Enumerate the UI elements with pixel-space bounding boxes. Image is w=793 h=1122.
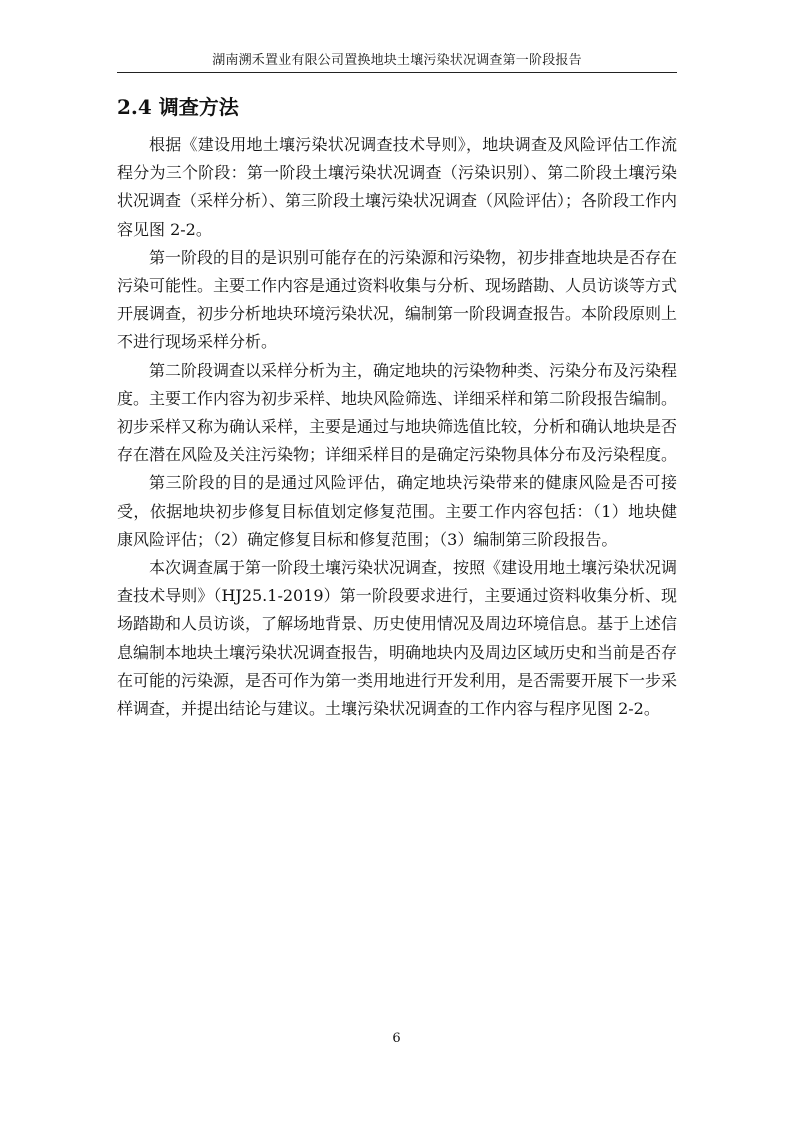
paragraph-phase-two: 第二阶段调查以采样分析为主，确定地块的污染物种类、污染分布及污染程度。主要工作内容为初步采样、地块风险筛选、详细采样和第二阶段报告编制。初步采样又称为确认采样，主要是通过与地块筛选值比较，分析和确认地块是否存在潜在风险及关注污染物；详细采样目的是确定污染物具体分布及污染程度。 <box>117 360 678 465</box>
page-number: 6 <box>392 1031 401 1046</box>
paragraph-method-overview: 根据《建设用地土壤污染状况调查技术导则》，地块调查及风险评估工作流程分为三个阶段：第一阶段土壤污染状况调查（污染识别）、第二阶段土壤污染状况调查（采样分析）、第三阶段土壤污染状况调查（风险评估）；各阶段工作内容见图 2-2。 <box>117 135 678 239</box>
body-text <box>117 131 677 723</box>
paragraph-phase-three: 第三阶段的目的是通过风险评估，确定地块污染带来的健康风险是否可接受，依据地块初步修复目标值划定修复范围。主要工作内容包括：（1）地块健康风险评估；（2）确定修复目标和修复范围；（3）编制第三阶段报告。 <box>117 473 677 549</box>
running-header: 湖南溯禾置业有限公司置换地块土壤污染状况调查第一阶段报告 <box>212 53 582 68</box>
section-title: 2.4 调查方法 <box>117 95 239 119</box>
paragraph-phase-one: 第一阶段的目的是识别可能存在的污染源和污染物，初步排查地块是否存在污染可能性。主要工作内容是通过资料收集与分析、现场踏勘、人员访谈等方式开展调查，初步分析地块环境污染状况，编制第一阶段调查报告。本阶段原则上不进行现场采样分析。 <box>117 247 678 352</box>
header-divider <box>117 72 677 73</box>
paragraph-this-investigation: 本次调查属于第一阶段土壤污染状况调查，按照《建设用地土壤污染状况调查技术导则》（HJ25.1-2019）第一阶段要求进行，主要通过资料收集分析、现场踏勘和人员访谈，了解场地背景、历史使用情况及周边环境信息。基于上述信息编制本地块土壤污染状况调查报告，明确地块内及周边区域历史和当前是否存在可能的污染源，是否可作为第一类用地进行开发利用，是否需要开展下一步采样调查，并提出结论与建议。土壤污染状况调查的工作内容与程序见图 2-2。 <box>117 558 678 719</box>
